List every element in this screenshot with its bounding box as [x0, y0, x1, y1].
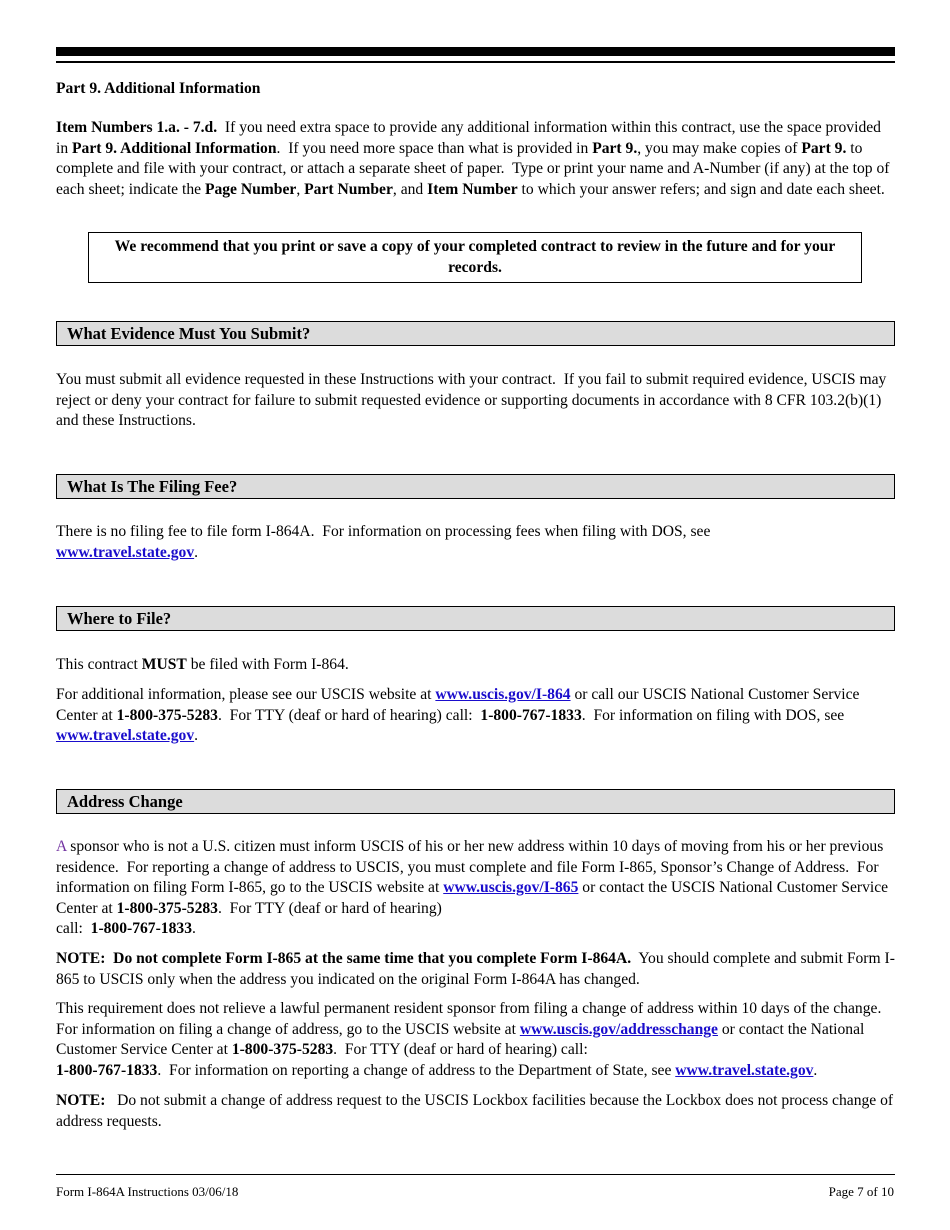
text-run: or contact the National Customer Service Center at [56, 1020, 869, 1058]
bold-text: Part Number [304, 180, 393, 198]
bold-text: Item Number [427, 180, 518, 198]
web-link[interactable]: www.uscis.gov/I-864 [435, 686, 571, 703]
text-run: . [194, 543, 199, 561]
text-run: . [192, 920, 196, 937]
text-run: There is no filing fee to file form I-864A. For information on processing fees when filing with DOS, see [56, 523, 715, 540]
bold-text: 1-800-375-5283 [116, 706, 218, 724]
text-run: . [194, 727, 199, 744]
header-thick-rule [56, 47, 895, 56]
bold-text: 1-800-375-5283 [231, 1041, 334, 1058]
text-run: . If you need more space than what is provided in [276, 139, 593, 157]
bold-text: MUST [141, 656, 187, 673]
text-run: This contract [56, 656, 142, 673]
text-run: , [296, 180, 305, 198]
text-run: sponsor who is not a U.S. citizen must inform USCIS of his or her new address within 10 days of moving from his or her previous residence. For reporting a change of address to USCIS, you must complete and file Form I-865, Sponsor’s Change of Address. For information on filing Form I-865, go to the USCIS website at [56, 838, 888, 896]
text-run: call: [56, 920, 91, 937]
web-link[interactable]: www.travel.state.gov [56, 543, 195, 561]
address-note-2 [56, 1091, 896, 1132]
text-run: . For TTY (deaf or hard of hearing) [217, 899, 442, 917]
bold-text: Page Number [204, 180, 297, 198]
where-paragraph-1 [56, 655, 896, 676]
fee-paragraph [56, 522, 896, 563]
bold-text: Part 9. Additional Information [72, 139, 277, 157]
address-paragraph-1 [56, 837, 896, 940]
bold-text: 1-800-767-1833 [90, 920, 192, 937]
text-run: to complete and file with your contract, or attach a separate sheet of paper. Type or print your name and A-Number (if any) at the top of each sheet; indicate the [56, 139, 894, 198]
part-heading: Part 9. Additional Information [56, 80, 261, 97]
recommend-notice-box: We recommend that you print or save a copy of your completed contract to review in the future and for your records. [88, 232, 862, 283]
text-run: be filed with Form I-864. [186, 656, 349, 673]
text-run: You should complete and submit Form I-865 to USCIS only when the address you indicated on the original Form I-864A has changed. [56, 950, 895, 988]
text-run: If you need extra space to provide any additional information within this contract, use the space provided in [56, 119, 885, 157]
header-thin-rule [56, 61, 895, 63]
text-run: or contact the USCIS National Customer Service Center at [56, 879, 892, 917]
text-run: . For TTY (deaf or hard of hearing) call: [217, 706, 481, 724]
footer-rule [56, 1174, 895, 1175]
footer-form-id: Form I-864A Instructions 03/06/18 [56, 1184, 239, 1199]
text-run: , you may make copies of [637, 139, 802, 157]
section-header-address-change: Address Change [56, 789, 895, 814]
web-link[interactable]: www.uscis.gov/I-865 [443, 879, 579, 896]
bold-text: 1-800-375-5283 [116, 899, 218, 917]
address-note-1 [56, 949, 896, 990]
part9-paragraph [56, 118, 896, 200]
where-paragraph-2 [56, 685, 896, 747]
bold-text: 1-800-767-1833 [480, 706, 582, 724]
section-header-evidence: What Evidence Must You Submit? [56, 321, 895, 346]
section-header-fee: What Is The Filing Fee? [56, 474, 895, 499]
bold-text: Part 9. [801, 139, 847, 157]
bold-text: NOTE: [56, 1092, 106, 1109]
text-run: . For information on reporting a change of address to the Department of State, see [157, 1061, 676, 1079]
text-run: . [813, 1061, 818, 1079]
bold-text: NOTE: Do not complete Form I-865 at the same time that you complete Form I-864A. [56, 950, 632, 967]
text-run: to which your answer refers; and sign and date each sheet. [517, 180, 885, 198]
evidence-paragraph [56, 370, 896, 432]
text-run: You must submit all evidence requested in these Instructions with your contract. If you fail to submit required evidence, USCIS may reject or deny your contract for failure to submit requested evidence or supporting documents in accordance with 8 CFR 103.2(b)(1) and these Instructions. [56, 371, 891, 429]
bold-text: Item Numbers 1.a. - 7.d. [56, 119, 218, 136]
web-link[interactable]: www.travel.state.gov [675, 1061, 814, 1079]
text-run: A [56, 838, 67, 855]
web-link[interactable]: www.travel.state.gov [56, 727, 195, 744]
address-paragraph-2 [56, 999, 896, 1081]
text-run: , and [392, 180, 428, 198]
bold-text: 1-800-767-1833 [56, 1061, 158, 1079]
footer-page-number: Page 7 of 10 [828, 1184, 894, 1199]
web-link[interactable]: www.uscis.gov/addresschange [519, 1020, 718, 1038]
text-run: . For information on filing with DOS, see [581, 706, 849, 724]
text-run: For additional information, please see our USCIS website at [56, 686, 436, 703]
bold-text: Part 9. [592, 139, 638, 157]
text-run: or call our USCIS National Customer Service Center at [56, 686, 864, 724]
text-run: Do not submit a change of address request to the USCIS Lockbox facilities because the Lockbox does not process change of address requests. [56, 1092, 898, 1130]
text-run: . For TTY (deaf or hard of hearing) call: [333, 1041, 592, 1058]
section-header-where-to-file: Where to File? [56, 606, 895, 631]
text-run: This requirement does not relieve a lawful permanent resident sponsor from filing a change of address within 10 days of the change. For information on filing a change of address, go to the USCIS website at [56, 1000, 890, 1038]
